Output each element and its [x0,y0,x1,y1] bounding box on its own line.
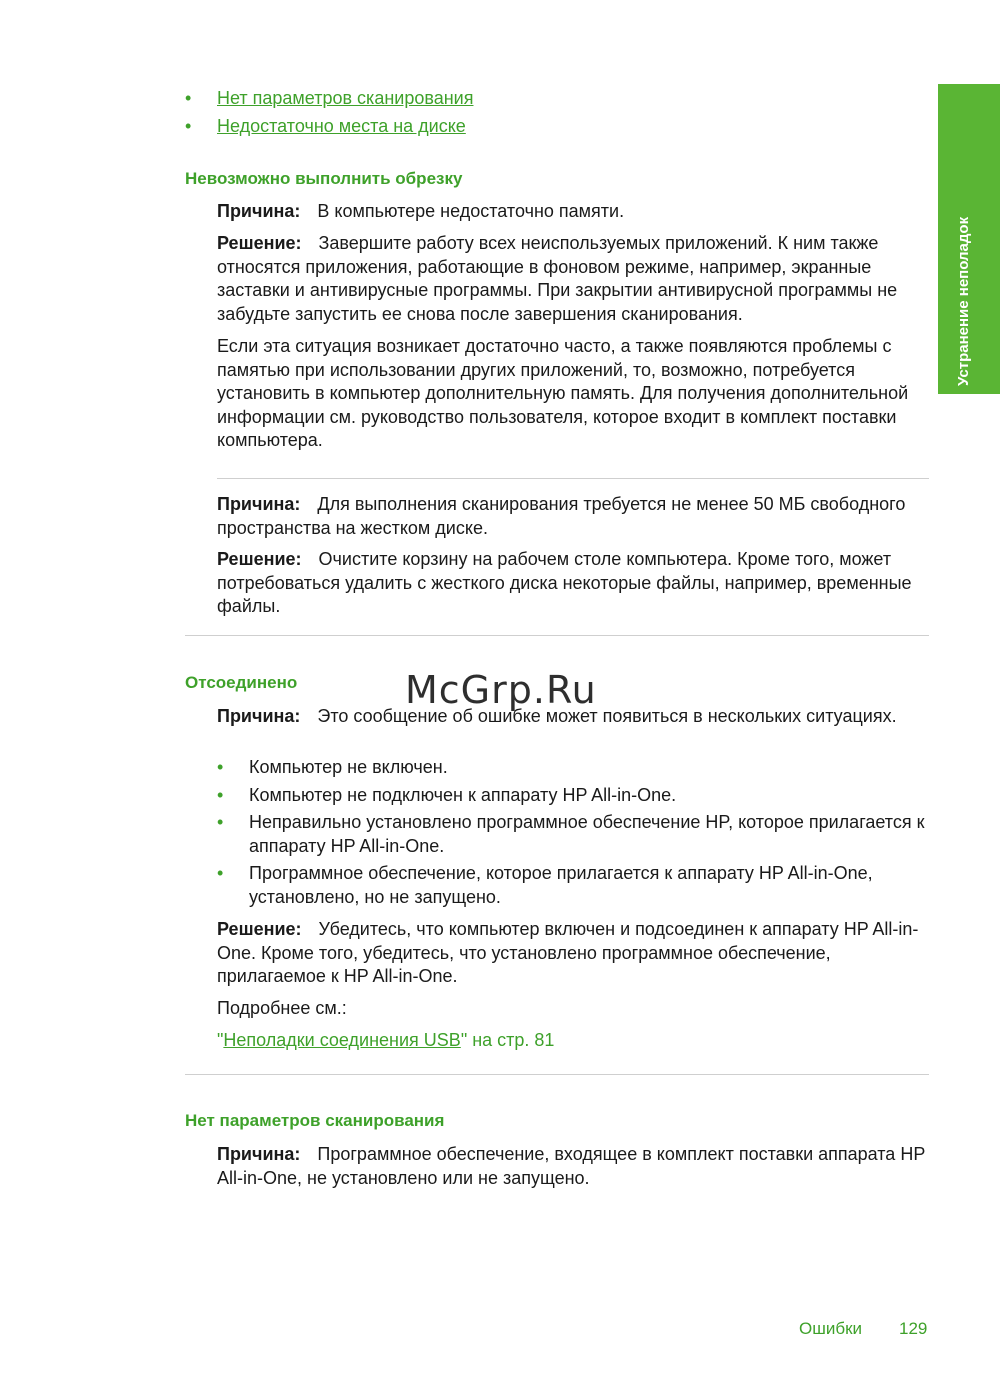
solution-text: Завершите работу всех неиспользуемых приложений. К ним также относятся приложения, работающие в фоновом режиме, например, экранные заставки и антивирусные программы. При закрытии антивирусной программы не забудьте запустить ее снова после завершения сканирования. [217,233,898,324]
cause-text: В компьютере недостаточно памяти. [317,201,625,221]
cause-paragraph [217,200,929,224]
list-item: • Компьютер не подключен к аппарату HP All-in-One. [217,784,929,808]
bullet-icon: • [217,863,224,883]
link-scan-options[interactable]: Нет параметров сканирования [217,88,474,108]
divider [217,478,929,479]
link-disk-space[interactable]: Недостаточно места на диске [217,116,466,136]
cause-label: Причина: [217,706,301,726]
list-item: • Компьютер не включен. [217,756,929,780]
more-info-text: Подробнее см.: [217,998,347,1018]
usb-reference: "Неполадки соединения USB" на стр. 81 [217,1030,555,1050]
solution-paragraph [217,232,929,326]
cause-text: Для выполнения сканирования требуется не менее 50 МБ свободного пространства на жестком диске. [217,494,906,538]
cause-text: Это сообщение об ошибке может появиться в нескольких ситуациях. [317,706,897,726]
cause-paragraph [217,493,929,540]
solution-label: Решение: [217,919,302,939]
chapter-side-tab-label: Устранение неполадок [955,216,972,386]
cause-paragraph [217,705,929,729]
bullet-icon: • [185,88,192,108]
bullet-icon: • [185,116,192,136]
page-number: 129 [899,1319,928,1338]
list-item [185,86,473,114]
cause-label: Причина: [217,1144,301,1164]
cause-text: Программное обеспечение, входящее в комплект поставки аппарата HP All-in-One, не установлено или не запущено. [217,1144,925,1188]
solution-text: Убедитесь, что компьютер включен и подсоединен к аппарату HP All-in-One. Кроме того, убедитесь, что установлено программное обеспечение, прилагаемое к HP All-in-One. [217,919,919,986]
cause-label: Причина: [217,494,301,514]
solution-label: Решение: [217,549,302,569]
solution-label: Решение: [217,233,302,253]
top-link-list [185,86,473,142]
cause-bullet-list [217,756,929,913]
extra-paragraph: Если эта ситуация возникает достаточно часто, а также появляются проблемы с памятью при использовании других приложений, то, возможно, потребуется установить в компьютер дополнительную память. Для получения дополнительной информации см. руководство пользователя, которое входит в комплект поставки компьютера. [217,336,909,450]
solution-paragraph [217,548,929,619]
list-item [185,114,473,142]
watermark: McGrp.Ru [405,668,597,712]
bullet-icon: • [217,757,224,777]
section-title-disconnected: Отсоединено [185,673,298,692]
cause-paragraph [217,1143,929,1190]
list-item: • Неправильно установлено программное обеспечение HP, которое прилагается к аппарату HP All-in-One. [217,812,925,856]
divider [185,635,929,636]
bullet-icon: • [217,812,224,832]
list-item: • Программное обеспечение, которое прилагается к аппарату HP All-in-One, установлено, но не запущено. [217,863,873,907]
section-title-no-scan-options: Нет параметров сканирования [185,1111,445,1130]
divider [185,1074,929,1075]
link-usb-troubleshooting[interactable]: Неполадки соединения USB [223,1030,461,1050]
solution-paragraph [217,918,929,989]
section-title-crop: Невозможно выполнить обрезку [185,169,463,188]
footer-section-name: Ошибки [799,1319,863,1338]
bullet-icon: • [217,784,224,805]
cause-label: Причина: [217,201,301,221]
solution-text: Очистите корзину на рабочем столе компьютера. Кроме того, может потребоваться удалить с жесткого диска некоторые файлы, например, временные файлы. [217,549,912,616]
